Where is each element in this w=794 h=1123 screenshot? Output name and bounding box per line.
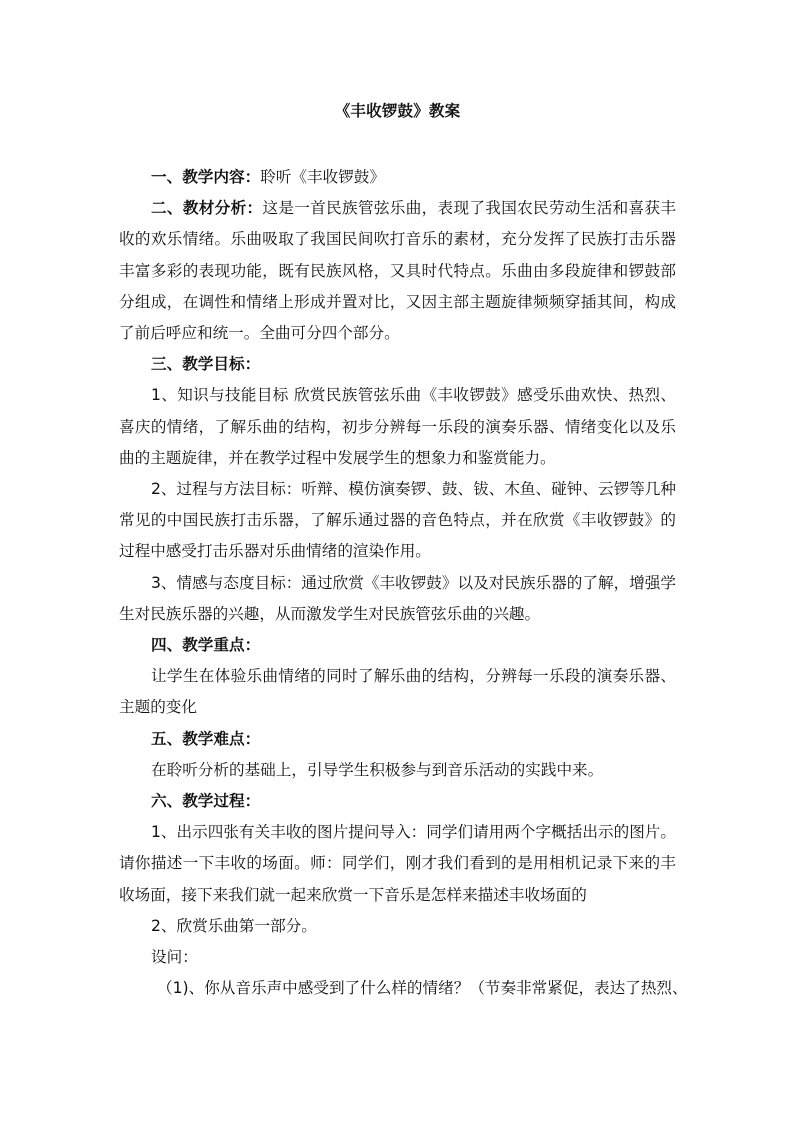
process-step-2: 2、欣赏乐曲第一部分。 [151, 916, 317, 935]
section-text: 聆听《丰收锣鼓》 [260, 168, 385, 186]
goal-knowledge-skills: 1、知识与技能目标 欣赏民族管弦乐曲《丰收锣鼓》感受乐曲欢快、热烈、喜庆的情绪，了解乐曲的结构，初步分辨每一乐段的演奏乐器、情绪变化以及乐曲的主题旋律，并在教学过程中发展学生的想象力和鉴赏能力。 [119, 386, 676, 467]
document-title: 《丰收锣鼓》教案 [334, 102, 461, 120]
section-text: 这是一首民族管弦乐曲，表现了我国农民劳动生活和喜获丰收的欢乐情绪。乐曲吸取了我国民间吹打音乐的素材，充分发挥了民族打击乐器丰富多彩的表现功能，既有民族风格，又具时代特点。乐曲由多段旋律和锣鼓部分组成，在调性和情绪上形成并置对比，又因主部主题旋律频频穿插其间，构成了前后呼应和统一。全曲可分四个部分。 [119, 199, 676, 343]
difficulties-text: 在聆听分析的基础上，引导学生积极参与到音乐活动的实践中来。 [151, 760, 604, 779]
section-heading: 二、教材分析： [151, 199, 263, 218]
section-heading-key-points: 四、教学重点： [151, 636, 261, 655]
section-heading-goals: 三、教学目标： [151, 355, 261, 374]
key-points-text: 让学生在体验乐曲情绪的同时了解乐曲的结构，分辨每一乐段的演奏乐器、主题的变化 [119, 667, 676, 717]
section-material-analysis [119, 193, 676, 349]
section-heading: 一、教学内容： [151, 168, 261, 186]
section-heading-difficulties: 五、教学难点： [151, 729, 261, 748]
process-step-1: 1、出示四张有关丰收的图片提问导入：同学们请用两个字概括出示的图片。请你描述一下丰收的场面。师：同学们，刚才我们看到的是用相机记录下来的丰收场面，接下来我们就一起来欣赏一下音乐是怎样来描述丰收场面的 [119, 823, 676, 904]
goal-emotion-attitude: 3、情感与态度目标：通过欣赏《丰收锣鼓》以及对民族乐器的了解，增强学生对民族乐器的兴趣，从而激发学生对民族管弦乐曲的兴趣。 [119, 573, 676, 623]
section-heading-process: 六、教学过程： [151, 792, 261, 811]
process-ask-label: 设问： [151, 948, 198, 967]
goal-process-method: 2、过程与方法目标：听辩、模仿演奏锣、鼓、钹、木鱼、碰钟、云锣等几种常见的中国民族打击乐器，了解乐通过器的音色特点，并在欣赏《丰收锣鼓》的过程中感受打击乐器对乐曲情绪的渲染作用。 [119, 480, 676, 561]
process-question-1: （1)、你从音乐声中感受到了什么样的情绪？（节奏非常紧促，表达了热烈、 [157, 979, 688, 998]
section-teaching-content [119, 162, 676, 193]
